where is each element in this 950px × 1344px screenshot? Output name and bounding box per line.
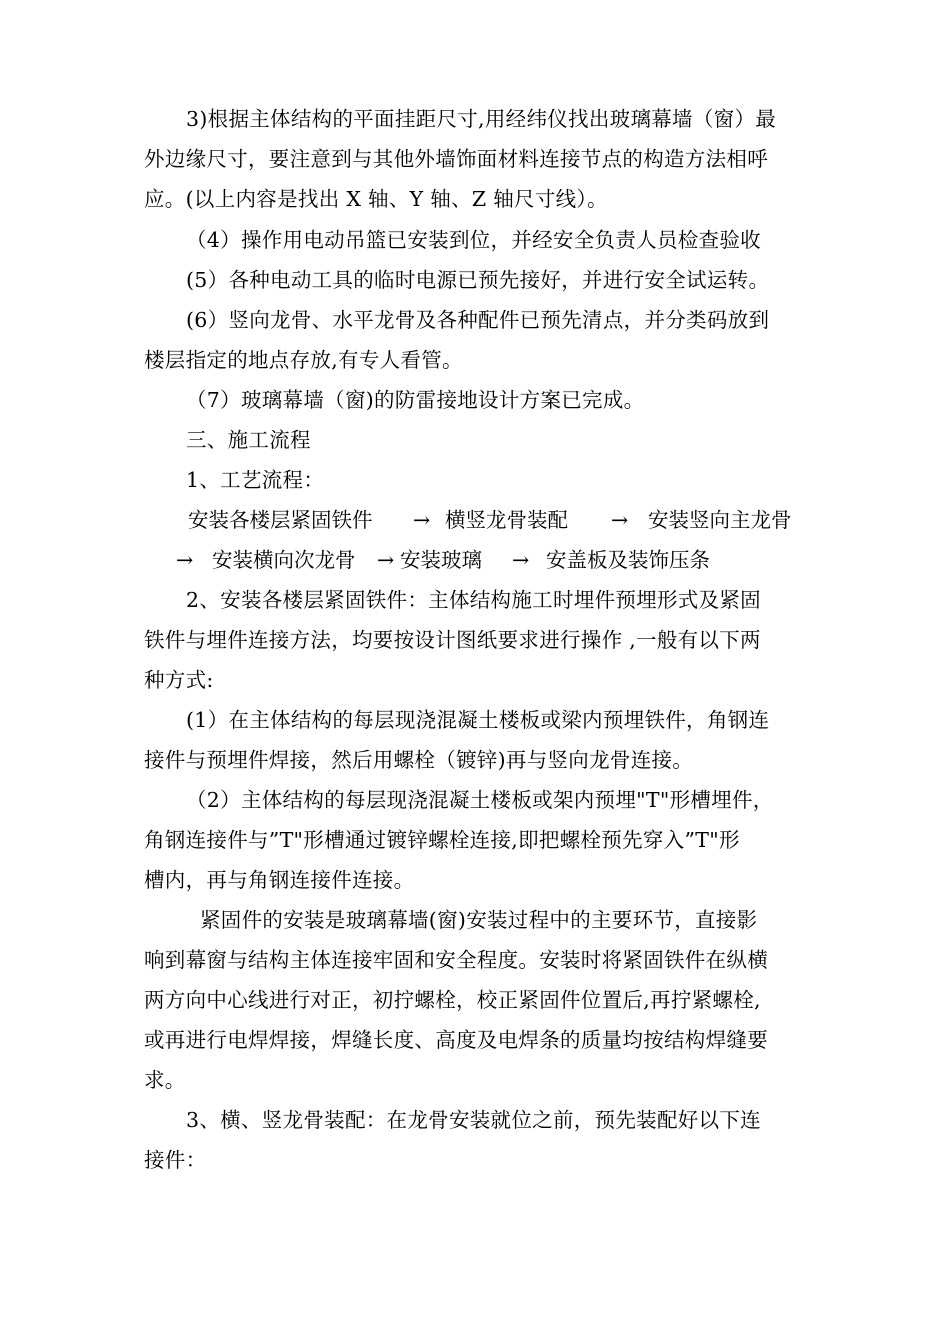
flow-step: 安装玻璃: [400, 548, 482, 572]
flow-arrow: →: [611, 508, 629, 532]
text-line: 求。: [144, 1068, 186, 1092]
flow-step: 安装竖向主龙骨: [648, 508, 792, 532]
text-line: 种方式:: [144, 668, 214, 692]
text-line: 或再进行电焊焊接，焊缝长度、高度及电焊条的质量均按结构焊缝要: [144, 1028, 768, 1052]
text-line: 角钢连接件与”T"形槽通过镀锌螺栓连接,即把螺栓预先穿入”T"形: [144, 828, 740, 852]
text-line: 紧固件的安装是玻璃幕墙(窗)安装过程中的主要环节，直接影: [200, 908, 758, 932]
flow-step: 安装横向次龙骨: [212, 548, 356, 572]
flow-step: 横竖龙骨装配: [445, 508, 568, 532]
flow-step: 安盖板及装饰压条: [546, 548, 710, 572]
flow-step: 安装各楼层紧固铁件: [188, 508, 373, 532]
text-line: 响到幕窗与结构主体连接牢固和安全程度。安装时将紧固铁件在纵横: [144, 948, 768, 972]
text-line: (5）各种电动工具的临时电源已预先接好，并进行安全试运转。: [186, 268, 770, 292]
subsection-heading: 1、工艺流程：: [186, 468, 325, 492]
flow-arrow: →: [176, 548, 194, 572]
text-line: (6）竖向龙骨、水平龙骨及各种配件已预先清点，并分类码放到: [186, 308, 770, 332]
text-line: 接件与预埋件焊接，然后用螺栓（镀锌)再与竖向龙骨连接。: [144, 748, 694, 772]
text-line: 2、安装各楼层紧固铁件：主体结构施工时埋件预埋形式及紧固: [186, 588, 761, 612]
text-line: 铁件与埋件连接方法，均要按设计图纸要求进行操作 ,一般有以下两: [144, 628, 761, 652]
text-line: 楼层指定的地点存放,有专人看管。: [144, 348, 463, 372]
text-line: 槽内，再与角钢连接件连接。: [144, 868, 415, 892]
text-line: （4）操作用电动吊篮已安装到位，并经安全负责人员检查验收: [186, 228, 761, 252]
text-line: 3、横、竖龙骨装配：在龙骨安装就位之前，预先装配好以下连: [186, 1108, 761, 1132]
text-line: （7）玻璃幕墙（窗)的防雷接地设计方案已完成。: [186, 388, 645, 412]
text-line: 外边缘尺寸，要注意到与其他外墙饰面材料连接节点的构造方法相呼: [144, 147, 768, 171]
text-line: 3)根据主体结构的平面挂距尺寸,用经纬仪找出玻璃幕墙（窗）最: [186, 107, 777, 131]
text-line: (1）在主体结构的每层现浇混凝土楼板或梁内预埋铁件，角钢连: [186, 708, 770, 732]
text-line: 应。(以上内容是找出 X 轴、Y 轴、Z 轴尺寸线）。: [144, 187, 608, 211]
text-line: （2）主体结构的每层现浇混凝土楼板或架内预埋"T"形槽埋件，: [186, 788, 774, 812]
text-line: 两方向中心线进行对正，初拧螺栓，校正紧固件位置后,再拧紧螺栓,: [144, 988, 761, 1012]
flow-arrow: →: [413, 508, 431, 532]
flow-arrow: →: [512, 548, 530, 572]
flow-arrow: →: [377, 548, 395, 572]
text-line: 接件：: [144, 1148, 207, 1172]
section-heading: 三、施工流程: [186, 428, 311, 452]
